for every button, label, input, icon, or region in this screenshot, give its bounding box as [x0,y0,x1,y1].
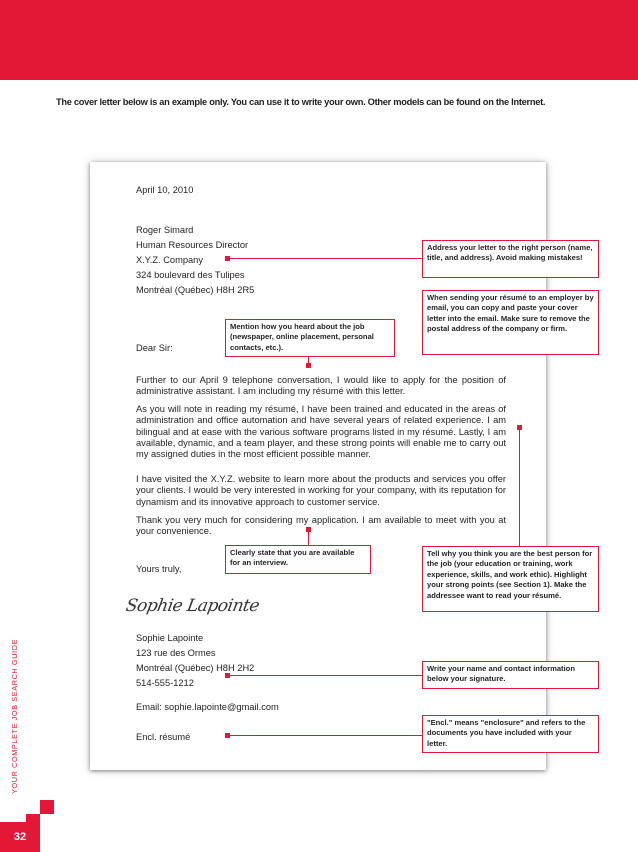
callout-email-send: When sending your résumé to an employer by email, you can copy and paste your cover letter into the email. Make sure to remove the postal address of the company or firm. [422,290,599,355]
letter-paragraph-4: Thank you very much for considering my application. I am available to meet with you at your convenience. [136,515,506,537]
sender-name: Sophie Lapointe [136,633,204,643]
side-label: YOUR COMPLETE JOB SEARCH GUIDE [10,638,19,794]
sender-city: Montréal (Québec) H8H 2H2 [136,663,255,673]
letter-date: April 10, 2010 [136,185,194,195]
intro-text: The cover letter below is an example only. You can use it to write your own. Other models can be found on the Internet. [56,97,546,107]
letter-paragraph-2: As you will note in reading my résumé, I have been trained and educated in the areas of administration and office automation and have several years of related experience. I am bilingual and at ease with the various software programs listed in my résumé. Lastly, I am available, dynamic, and a team player, and these strong points will enable me to carry out my assigned duties in the most efficient possible manner. [136,404,506,460]
callout-enclosure: "Encl." means "enclosure" and refers to the documents you have included with your letter. [422,715,599,753]
recipient-city: Montréal (Québec) H8H 2R5 [136,285,255,295]
decor-square [40,800,54,814]
recipient-name: Roger Simard [136,225,194,235]
connector-dot [306,363,311,368]
connector-line [228,258,422,259]
callout-address: Address your letter to the right person (name, title, and address). Avoid making mistakes! [422,240,599,278]
recipient-company: X.Y.Z. Company [136,255,204,265]
handwritten-signature: Sophie Lapointe [124,596,261,616]
callout-mention: Mention how you heard about the job (newspaper, online placement, personal contacts, etc.). [225,319,395,357]
letter-paragraph-1: Further to our April 9 telephone conversation, I would like to apply for the position of administrative assistant. I am including my résumé with this letter. [136,375,506,397]
header-banner [0,0,638,80]
connector-line [228,675,422,676]
letter-paragraph-3: I have visited the X.Y.Z. website to learn more about the products and services you offer your clients. I would be very interested in working for your company, with its reputation for dynamism and its innovative approach to customer service. [136,474,506,507]
recipient-street: 324 boulevard des Tulipes [136,270,245,280]
salutation: Dear Sir: [136,343,173,353]
callout-interview: Clearly state that you are available for an interview. [225,545,371,574]
sender-email: Email: sophie.lapointe@gmail.com [136,702,279,712]
connector-dot [306,527,311,532]
page-number: 32 [0,822,40,852]
closing: Yours truly, [136,564,182,574]
connector-line [519,428,520,546]
enclosure-line: Encl. résumé [136,732,191,742]
callout-why: Tell why you think you are the best person for the job (your education or training, work experience, skills, and work ethic). Highlight your strong points (see Section 1). Make the addressee want to read your résumé. [422,546,599,612]
sender-street: 123 rue des Ormes [136,648,216,658]
sender-phone: 514-555-1212 [136,678,194,688]
recipient-title: Human Resources Director [136,240,249,250]
callout-name: Write your name and contact information below your signature. [422,661,599,689]
connector-line [228,735,422,736]
